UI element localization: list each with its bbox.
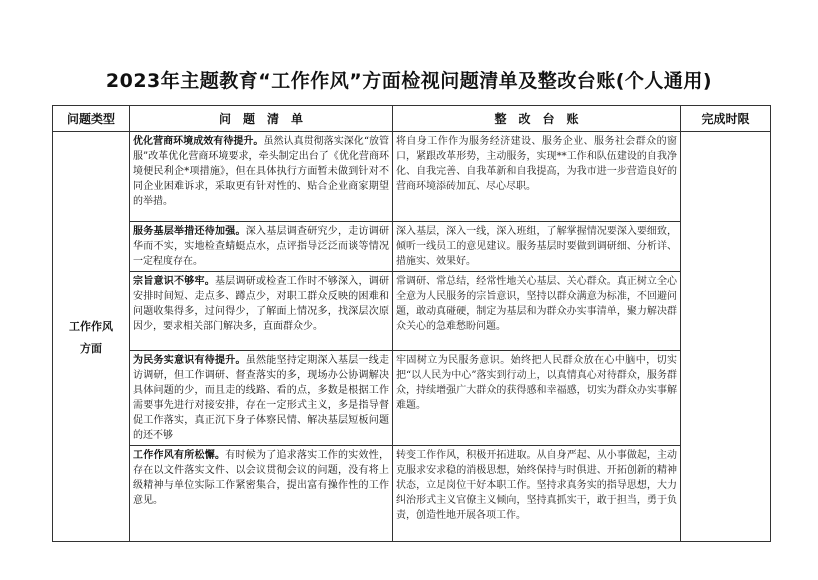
problem-cell xyxy=(130,272,393,351)
rectification-cell xyxy=(393,222,681,272)
rectification-text: 深入基层，深入一线，深入班组，了解掌握情况要深入要细致，倾听一线员工的意见建议。服务基层时要做到调研细、分析详、措施实、效果好。 xyxy=(396,226,677,267)
rectification-text: 牢固树立为民服务意识。始终把人民群众放在心中脑中，切实把“以人民为中心”落实到行动上，以真情真心对待群众，服务群众，持续增强广大群众的获得感和幸福感，切实为群众办实事解难题。 xyxy=(396,355,677,411)
problem-title: 为民务实意识有待提升。 xyxy=(133,355,246,366)
rectification-text: 转变工作作风，积极开拓进取。从自身严起、从小事做起，主动克服求安求稳的消极思想，始终保持与时俱进、开拓创新的精神状态，立足岗位干好本职工作。坚持求真务实的指导思想，大力纠治形式主义官僚主义倾向，坚持真抓实干，敢于担当，勇于负责，创造性地开展各项工作。 xyxy=(396,450,677,521)
problem-text: 有时候为了追求落实工作的实效性，存在以文件落实文件、以会议贯彻会议的问题，没有将上级精神与单位实际工作紧密集合，提出富有操作性的工作意见。 xyxy=(133,450,389,506)
rectification-table xyxy=(52,105,771,542)
rectification-text: 常调研、常总结，经常性地关心基层、关心群众。真正树立全心全意为人民服务的宗旨意识，坚持以群众满意为标准，不回避问题，敢动真碰硬，制定为基层和为群众办实事清单，聚力解决群众关心的急难愁盼问题。 xyxy=(396,276,677,332)
problem-text: 虽然能坚持定期深入基层一线走访调研，但工作调研、督查落实的多，现场办公协调解决具体问题的少，而且走的线路、看的点，多数是根据工作需要事先进行对接安排，存在一定形式主义，多是指导督促工作落实，真正沉下身子体察民情、解决基层短板问题的还不够 xyxy=(133,355,389,441)
table-row xyxy=(53,351,771,446)
category-cell xyxy=(53,132,130,542)
table-row xyxy=(53,132,771,222)
rectification-text: 将自身工作作为服务经济建设、服务企业、服务社会群众的窗口，紧跟改革形势，主动服务，实现**工作和队伍建设的自我净化、自我完善、自我革新和自我提高，为我市进一步营造良好的营商环境添砖加瓦、尽心尽职。 xyxy=(396,136,677,192)
category-label-line2: 方面 xyxy=(80,341,102,355)
problem-text: 深入基层调查研究少，走访调研华而不实，实地检查蜻蜓点水，点评指导泛泛而谈等情况一定程度存在。 xyxy=(133,226,389,267)
rectification-cell xyxy=(393,351,681,446)
problem-cell xyxy=(130,222,393,272)
rectification-cell xyxy=(393,272,681,351)
rectification-cell xyxy=(393,132,681,222)
problem-text: 虽然认真贯彻落实深化“放管服”改革优化营商环境要求，牵头制定出台了《优化营商环境便民利企*项措施》，但在具体执行方面暂未做到针对不同企业困难诉求，采取更有针对性的、贴合企业商家期望的举措。 xyxy=(133,136,390,207)
problem-title: 工作作风有所松懈。 xyxy=(133,450,226,461)
problem-cell xyxy=(130,351,393,446)
table-row xyxy=(53,222,771,272)
header-deadline: 完成时限 xyxy=(681,106,771,132)
table-header-row xyxy=(53,106,771,132)
problem-title: 宗旨意识不够牢。 xyxy=(133,276,215,287)
rectification-cell xyxy=(393,446,681,542)
problem-title: 优化营商环境成效有待提升。 xyxy=(133,136,264,147)
deadline-cell xyxy=(681,132,771,542)
deadline-text xyxy=(681,132,770,136)
page-title: 2023年主题教育“工作作风”方面检视问题清单及整改台账(个人通用) xyxy=(105,70,713,92)
header-problem-list: 问 题 清 单 xyxy=(130,106,393,132)
header-problem-type: 问题类型 xyxy=(53,106,130,132)
problem-cell xyxy=(130,446,393,542)
table-row xyxy=(53,446,771,542)
category-label-line1: 工作作风 xyxy=(69,319,113,333)
problem-title: 服务基层举措还待加强。 xyxy=(133,226,246,237)
header-rectification: 整 改 台 账 xyxy=(393,106,681,132)
table-row xyxy=(53,272,771,351)
problem-cell xyxy=(130,132,393,222)
problem-text: 基层调研或检查工作时不够深入，调研安排时间短、走点多、蹲点少，对职工群众反映的困难和问题收集得多，过问得少，了解面上情况多，找深层次原因少，要求相关部门解决多，直面群众少。 xyxy=(133,276,389,332)
